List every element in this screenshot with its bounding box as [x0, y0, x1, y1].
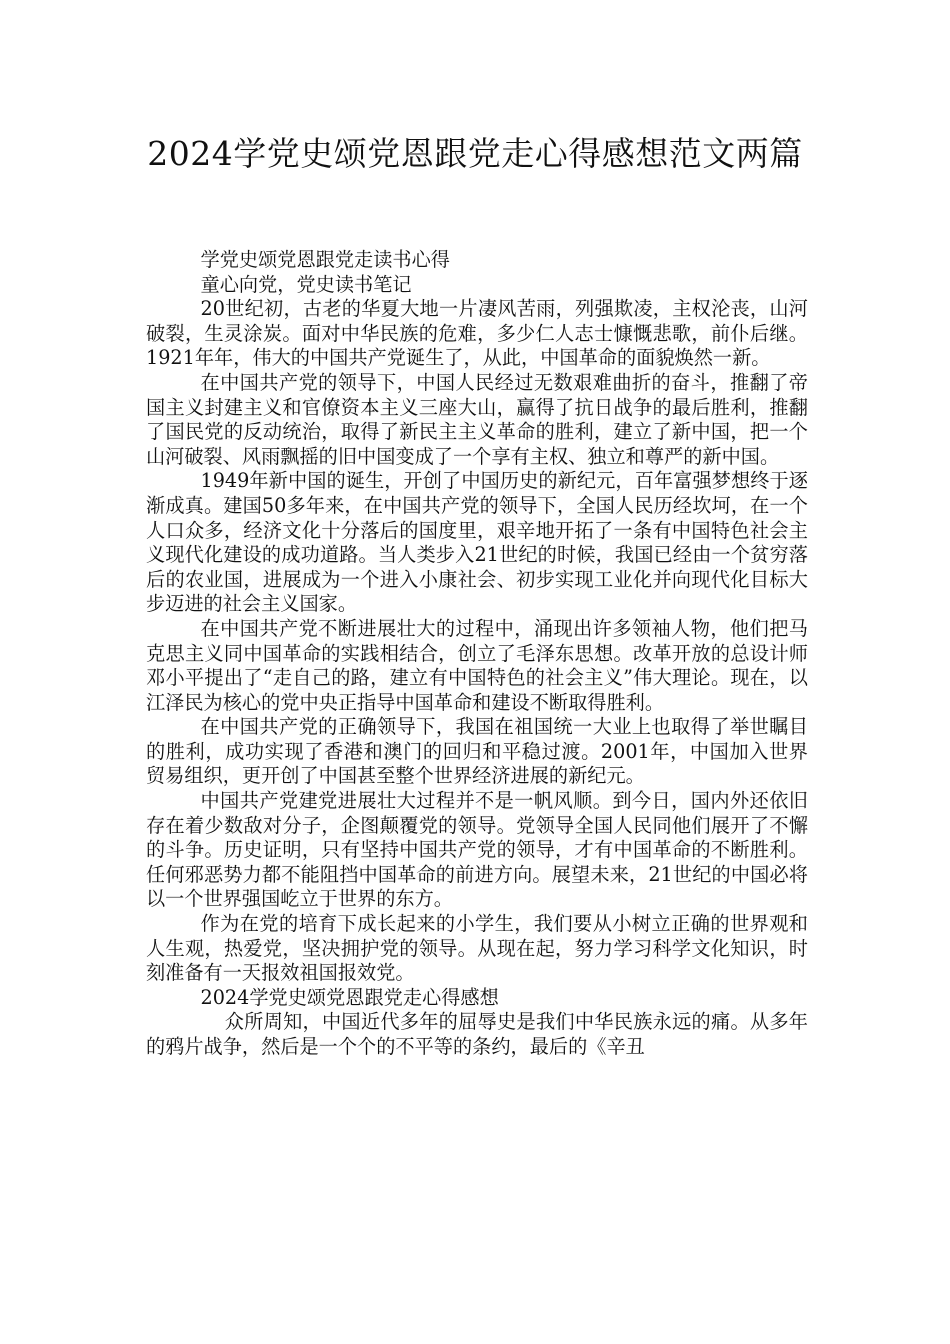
paragraph: 众所周知，中国近代多年的屈辱史是我们中华民族永远的痛。从多年的鸦片战争，然后是一个个的不平等的条约，最后的《辛丑 [146, 1010, 808, 1058]
section-heading: 2024学党史颂党恩跟党走心得感想 [200, 985, 499, 1009]
document-title: 2024学党史颂党恩跟党走心得感想范文两篇 [147, 134, 803, 173]
section-subheading: 童心向党，党史读书笔记 [200, 272, 412, 296]
document-body [146, 248, 808, 1060]
paragraph: 在中国共产党不断进展壮大的过程中，涌现出许多领袖人物，他们把马克思主义同中国革命的实践相结合，创立了毛泽东思想。改革开放的总设计师邓小平提出了“走自己的路，建立有中国特色的社会主义”伟大理论。现在，以江泽民为核心的党中央正指导中国革命和建设不断取得胜利。 [146, 616, 808, 714]
paragraph: 在中国共产党的正确领导下，我国在祖国统一大业上也取得了举世瞩目的胜利，成功实现了香港和澳门的回归和平稳过渡。2001年，中国加入世界贸易组织，更开创了中国甚至整个世界经济进展的新纪元。 [146, 715, 808, 788]
paragraph: 在中国共产党的领导下，中国人民经过无数艰难曲折的奋斗，推翻了帝国主义封建主义和官僚资本主义三座大山，赢得了抗日战争的最后胜利，推翻了国民党的反动统治，取得了新民主主义革命的胜利，建立了新中国，把一个山河破裂、风雨飘摇的旧中国变成了一个享有主权、独立和尊严的新中国。 [146, 370, 808, 468]
section-heading: 学党史颂党恩跟党走读书心得 [200, 248, 450, 271]
paragraph: 中国共产党建党进展壮大过程并不是一帆风顺。到今日，国内外还依旧存在着少数敌对分子，企图颠覆党的领导。党领导全国人民同他们展开了不懈的斗争。历史证明，只有坚持中国共产党的领导，才有中国革命的不断胜利。任何邪恶势力都不能阻挡中国革命的前进方向。展望未来，21世纪的中国必将以一个世界强国屹立于世界的东方。 [146, 789, 808, 911]
paragraph: 20世纪初，古老的华夏大地一片凄风苦雨，列强欺凌，主权沦丧，山河破裂，生灵涂炭。面对中华民族的危难，多少仁人志士慷慨悲歌，前仆后继。1921年年，伟大的中国共产党诞生了，从此，中国革命的面貌焕然一新。 [146, 297, 808, 370]
paragraph: 1949年新中国的诞生，开创了中国历史的新纪元，百年富强梦想终于逐渐成真。建国50多年来，在中国共产党的领导下，全国人民历经坎坷，在一个人口众多，经济文化十分落后的国度里，艰辛地开拓了一条有中国特色社会主义现代化建设的成功道路。当人类步入21世纪的时候，我国已经由一个贫穷落后的农业国，进展成为一个进入小康社会、初步实现工业化并向现代化目标大步迈进的社会主义国家。 [146, 469, 808, 616]
paragraph: 作为在党的培育下成长起来的小学生，我们要从小树立正确的世界观和人生观，热爱党，坚决拥护党的领导。从现在起，努力学习科学文化知识，时刻准备有一天报效祖国报效党。 [146, 912, 808, 985]
